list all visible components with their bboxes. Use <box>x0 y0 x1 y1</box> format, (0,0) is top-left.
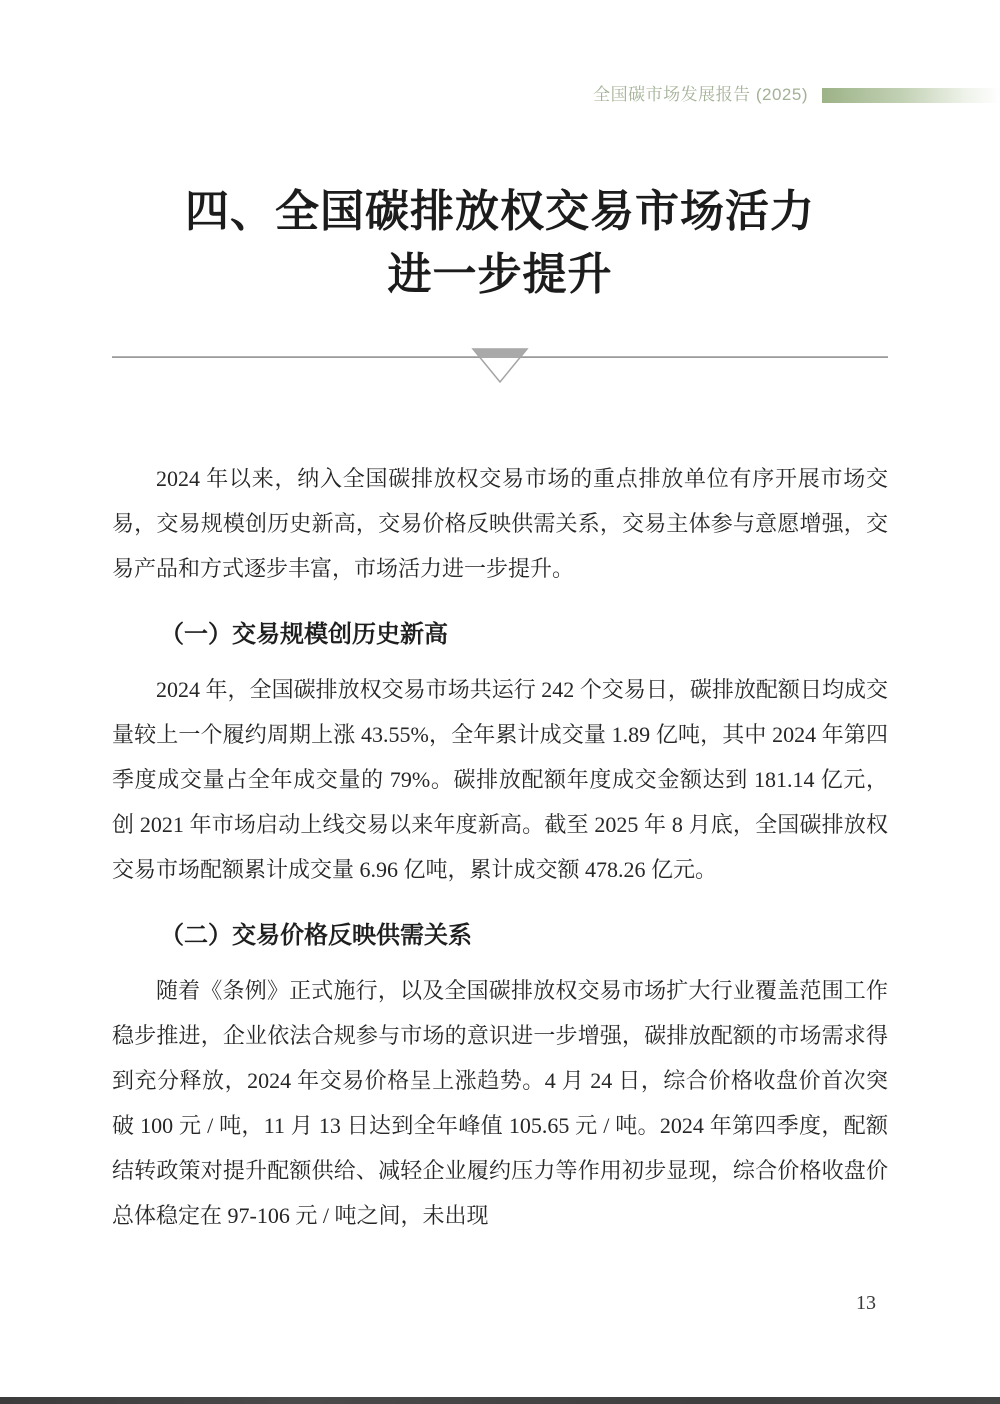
section-2-heading: （二）交易价格反映供需关系 <box>160 923 472 949</box>
report-title: 全国碳市场发展报告 (2025) <box>593 85 808 104</box>
bottom-edge-strip <box>0 1397 1000 1404</box>
section-divider <box>112 356 888 358</box>
section-2-body: 随着《条例》正式施行，以及全国碳排放权交易市场扩大行业覆盖范围工作稳步推进，企业依法合规参与市场的意识进一步增强，碳排放配额的市场需求得到充分释放，2024 年交易价格呈上涨趋势。4 月 24 日，综合价格收盘价首次突破 100 元 / 吨，11 月 13 日达到全年峰值 105.65 元 / 吨。2024 年第四季度，配额结转政策对提升配额供给、减轻企业履约压力等作用初步显现，综合价格收盘价总体稳定在 97-106 元 / 吨之间，未出现 <box>112 978 888 1228</box>
section-1-heading: （一）交易规模创历史新高 <box>160 622 448 648</box>
intro-paragraph: 2024 年以来，纳入全国碳排放权交易市场的重点排放单位有序开展市场交易，交易规模创历史新高，交易价格反映供需关系，交易主体参与意愿增强，交易产品和方式逐步丰富，市场活力进一步提升。 <box>112 466 888 581</box>
section-1-body: 2024 年，全国碳排放权交易市场共运行 242 个交易日，碳排放配额日均成交量较上一个履约周期上涨 43.55%，全年累计成交量 1.89 亿吨，其中 2024 年第四季度成交量占全年成交量的 79%。碳排放配额年度成交金额达到 181.14 亿元，创 2021 年市场启动上线交易以来年度新高。截至 2025 年 8 月底，全国碳排放权交易市场配额累计成交量 6.96 亿吨，累计成交额 478.26 亿元。 <box>112 677 888 882</box>
chapter-title-line1: 四、全国碳排放权交易市场活力 <box>185 187 815 236</box>
down-triangle-icon <box>468 347 532 385</box>
chapter-title-line2: 进一步提升 <box>387 250 613 299</box>
page-content <box>112 0 888 1238</box>
chapter-title <box>112 180 888 306</box>
page-number: 13 <box>856 1292 876 1314</box>
